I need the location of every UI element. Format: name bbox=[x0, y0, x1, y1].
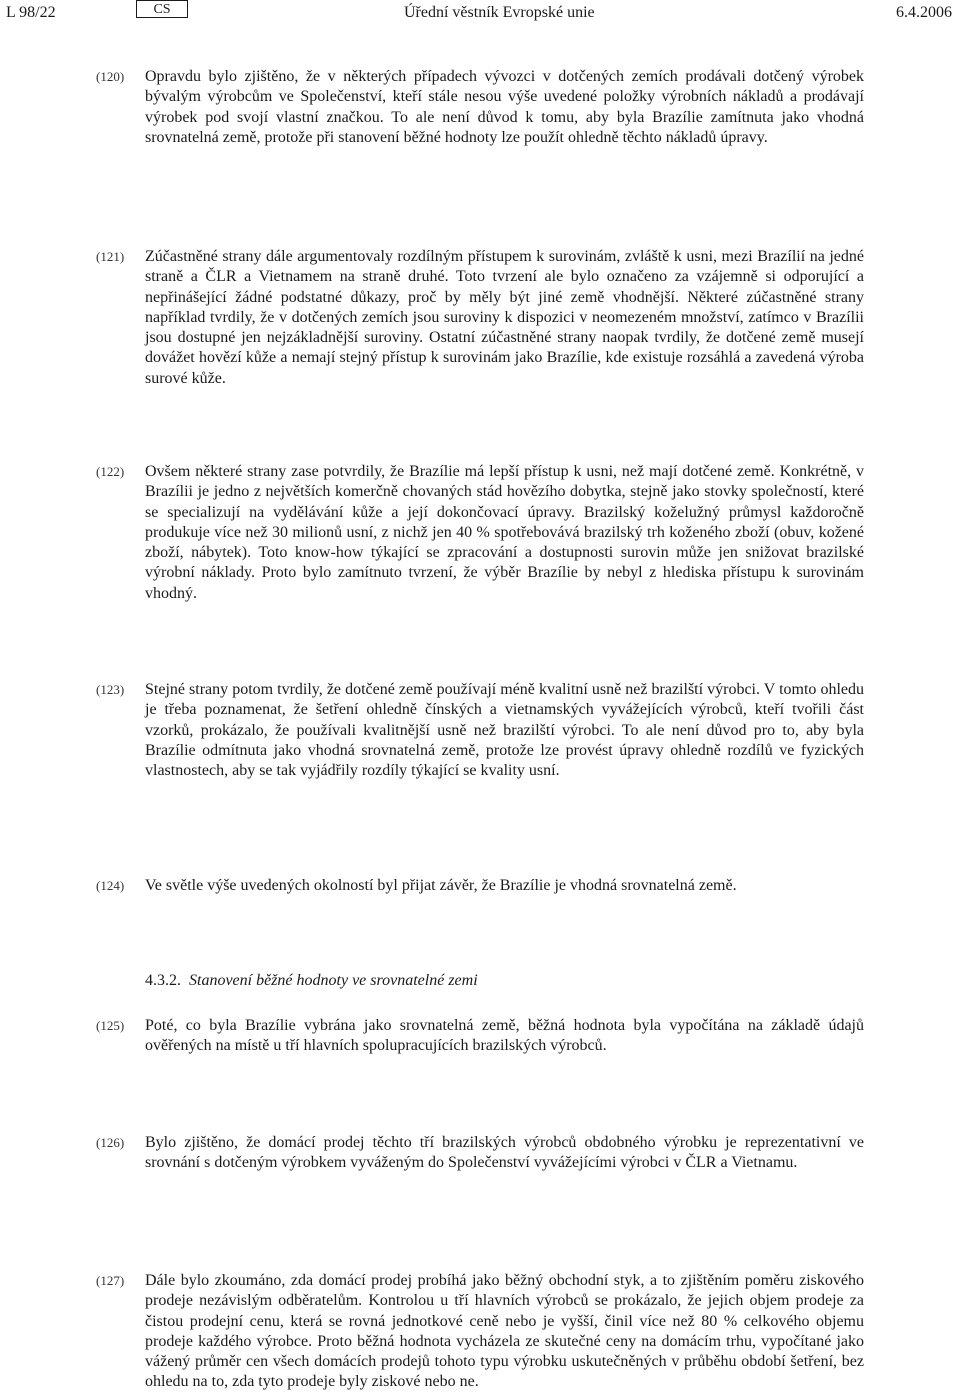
paragraph-text: Dále bylo zkoumáno, zda domácí prodej probíhá jako běžný obchodní styk, a to zjištěním poměru ziskového prodeje nezávislým odběratelům. Kontrolou u tří hlavních výrobců se prokázalo, že jejich objem prodeje za čistou prodejní cenu, která se rovná jednotkové ceně nebo je vyšší, činil více než 80 % celkového objemu prodeje každého výrobce. Proto běžná hodnota vycházela ze skutečné ceny na domácím trhu, vypočítané jako vážený průměr cen všech domácích prodejů tohoto typu výrobku uskutečněných v průběhu období šetření, bez ohledu na to, zda tyto prodeje byly ziskové nebo ne. bbox=[145, 1272, 864, 1391]
paragraph-124 bbox=[96, 876, 864, 896]
paragraph-text: Opravdu bylo zjištěno, že v některých případech vývozci v dotčených zemích prodávali dotčený výrobek bývalým výrobcům ve Společenství, kteří stále nesou výše uvedené položky výrobních nákladů a prodávají výrobek pod svojí vlastní značkou. To ale není důvod k tomu, aby byla Brazílie zamítnuta jako vhodná srovnatelná země, protože při stanovení běžné hodnoty lze použít ohledně těchto nákladů úpravy. bbox=[145, 68, 864, 146]
paragraph-number: (125) bbox=[96, 1018, 125, 1033]
paragraph-number: (120) bbox=[96, 69, 125, 84]
publication-date: 6.4.2006 bbox=[896, 4, 952, 21]
paragraph-number: (122) bbox=[96, 464, 125, 479]
section-heading bbox=[145, 972, 478, 990]
paragraph-text: Stejné strany potom tvrdily, že dotčené země používají méně kvalitní usně než brazilští výrobci. V tomto ohledu je třeba poznamenat, že šetření ohledně čínských a vietnamských vyvážejících výrobců, kteří tvořili část vzorků, prokázalo, že používali kvalitnější usně než brazilští výrobci. To ale není důvod pro to, aby byla Brazílie odmítnuta jako vhodná srovnatelná země, protože lze provést úpravy ohledně rozdílů ve fyzických vlastnostech, aby se tak vyjádřily rozdíly týkající se kvality usní. bbox=[145, 681, 864, 780]
page-header bbox=[0, 0, 960, 26]
paragraph-125 bbox=[96, 1016, 864, 1057]
paragraph-text: Ve světle výše uvedených okolností byl přijat závěr, že Brazílie je vhodná srovnatelná země. bbox=[145, 877, 737, 894]
paragraph-127 bbox=[96, 1271, 864, 1393]
paragraph-text: Zúčastněné strany dále argumentovaly rozdílným přístupem k surovinám, zvláště k usni, mezi Brazílií na jedné straně a ČLR a Vietnamem na straně druhé. Toto tvrzení ale bylo označeno za vzájemně si odporující a nepřinášející žádné podstatné důkazy, proč by měly být jiné země vhodnější. Některé zúčastněné strany například tvrdily, že v dotčených zemích jsou suroviny k dispozici v neomezeném množství, zatímco v Brazílii jsou dostupné jen nejzákladnější suroviny. Ostatní zúčastněné strany naopak tvrdily, že dotčené země musejí dovážet hovězí kůže a nemají stejný přístup k surovinám jako Brazílie, kde existuje rozsáhlá a zavedená výroba surové kůže. bbox=[145, 248, 864, 387]
journal-title: Úřední věstník Evropské unie bbox=[404, 4, 595, 21]
paragraph-text: Poté, co byla Brazílie vybrána jako srovnatelná země, běžná hodnota byla vypočítána na základě údajů ověřených na místě u tří hlavních spolupracujících brazilských výrobců. bbox=[145, 1017, 864, 1055]
section-title: Stanovení běžné hodnoty ve srovnatelné zemi bbox=[189, 972, 478, 989]
paragraph-120 bbox=[96, 67, 864, 148]
paragraph-number: (123) bbox=[96, 682, 125, 697]
paragraph-number: (121) bbox=[96, 249, 125, 264]
section-number: 4.3.2. bbox=[145, 972, 181, 989]
paragraph-123 bbox=[96, 680, 864, 781]
paragraph-text: Bylo zjištěno, že domácí prodej těchto tří brazilských výrobců obdobného výrobku je reprezentativní ve srovnání s dotčeným výrobkem vyváženým do Společenství vyvážejícími výrobci v ČLR a Vietnamu. bbox=[145, 1134, 864, 1172]
paragraph-text: Ovšem některé strany zase potvrdily, že Brazílie má lepší přístup k usni, než mají dotčené země. Konkrétně, v Brazílii je jedno z největších komerčně chovaných stád hovězího dobytka, stejně jako stovky společností, které se specializují na vydělávání kůže a její dokončovací úpravy. Brazilský koželužný průmysl každoročně produkuje více než 30 milionů usní, z nichž jen 40 % spotřebovává brazilský trh koženého zboží (obuv, kožené zboží, nábytek). Toto know-how týkající se zpracování a dostupnosti surovin může jen snižovat brazilské výrobní náklady. Proto bylo zamítnuto tvrzení, že výběr Brazílie by nebyl z hlediska přístupu k surovinám vhodný. bbox=[145, 463, 864, 602]
paragraph-number: (124) bbox=[96, 878, 125, 893]
page-reference: L 98/22 bbox=[6, 4, 56, 21]
paragraph-126 bbox=[96, 1133, 864, 1174]
language-badge: CS bbox=[136, 0, 188, 18]
paragraph-121 bbox=[96, 247, 864, 389]
paragraph-number: (127) bbox=[96, 1273, 125, 1288]
paragraph-122 bbox=[96, 462, 864, 604]
paragraph-number: (126) bbox=[96, 1135, 125, 1150]
